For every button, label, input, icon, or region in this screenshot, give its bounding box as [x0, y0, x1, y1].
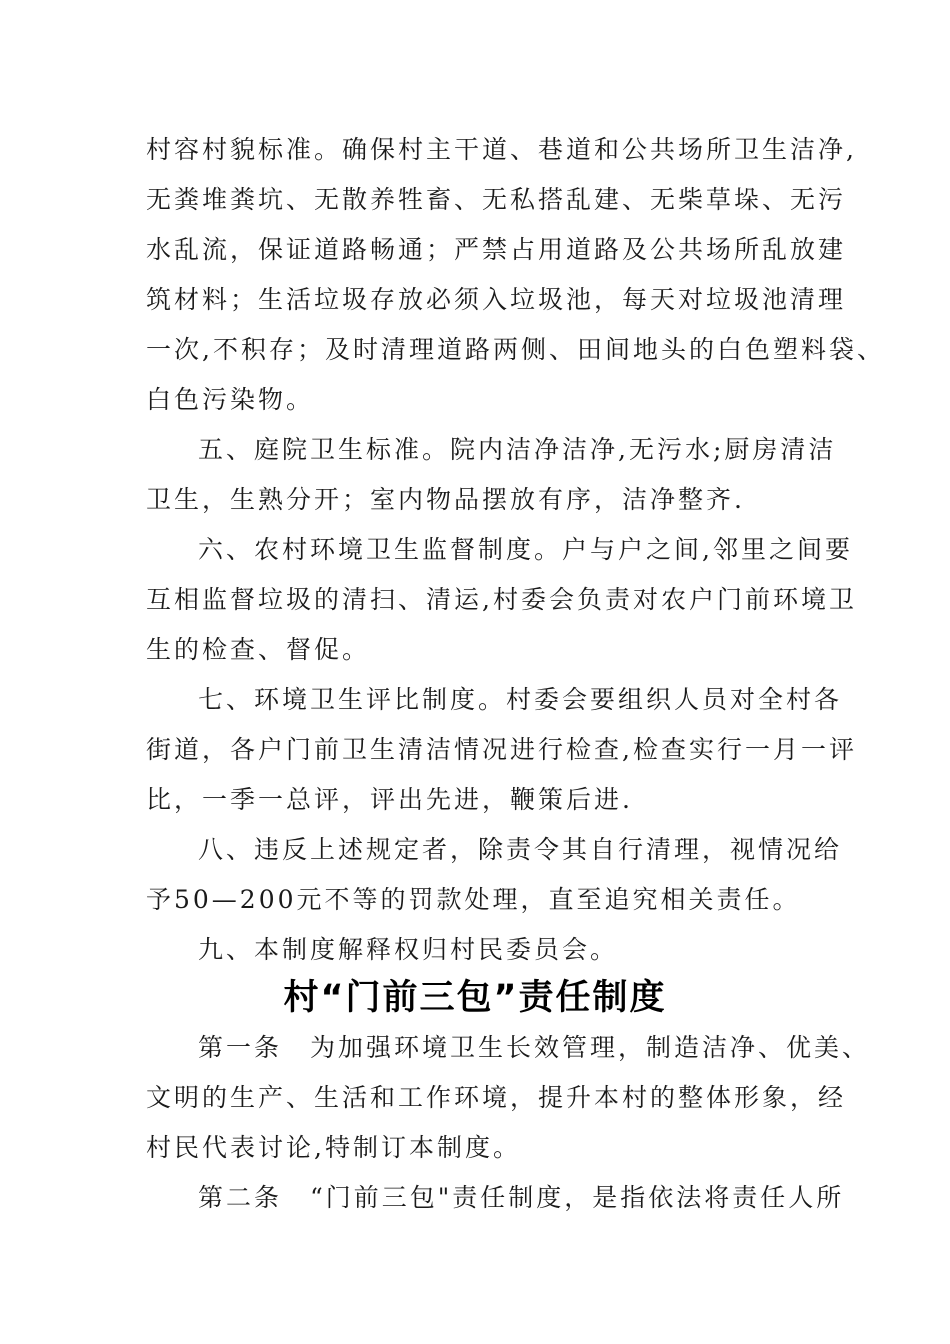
text-line: 村民代表讨论,特制订本制度。	[146, 1133, 521, 1162]
text-line: 无粪堆粪坑、无散养牲畜、无私搭乱建、无柴草垛、无污	[146, 185, 847, 214]
text-line: 六、农村环境卫生监督制度。户与户之间,邻里之间要	[198, 535, 853, 564]
text-line: 八、违反上述规定者，除责令其自行清理，视情况给	[198, 835, 843, 864]
text-line: 白色污染物。	[146, 385, 315, 414]
text-line: 第一条 为加强环境卫生长效管理，制造洁净、优美、	[198, 1033, 871, 1062]
text-line: 予50—200元不等的罚款处理，直至追究相关责任。	[146, 885, 801, 914]
text-line: 五、庭院卫生标准。院内洁净洁净,无污水;厨房清洁	[198, 435, 837, 464]
text-line: 七、环境卫生评比制度。村委会要组织人员对全村各	[198, 685, 843, 714]
text-line: 第二条 “门前三包"责任制度，是指依法将责任人所	[198, 1183, 845, 1212]
text-line: 比，一季一总评，评出先进，鞭策后进.	[146, 785, 633, 814]
text-line: 村容村貌标准。确保村主干道、巷道和公共场所卫生洁净,	[146, 135, 857, 164]
text-line: 街道，各户门前卫生清洁情况进行检查,检查实行一月一评	[146, 735, 857, 764]
text-line: 九、本制度解释权归村民委员会。	[198, 935, 619, 964]
text-line: 筑材料；生活垃圾存放必须入垃圾池，每天对垃圾池清理	[146, 285, 847, 314]
text-line: 互相监督垃圾的清扫、清运,村委会负责对农户门前环境卫	[146, 585, 857, 614]
text-line: 一次,不积存；及时清理道路两侧、田间地头的白色塑料袋、	[146, 335, 885, 364]
section-title: 村“门前三包”责任制度	[283, 978, 667, 1018]
text-line: 文明的生产、生活和工作环境，提升本村的整体形象，经	[146, 1083, 847, 1112]
text-line: 卫生，生熟分开；室内物品摆放有序，洁净整齐.	[146, 485, 745, 514]
text-line: 生的检查、督促。	[146, 635, 371, 664]
text-line: 水乱流，保证道路畅通；严禁占用道路及公共场所乱放建	[146, 235, 847, 264]
